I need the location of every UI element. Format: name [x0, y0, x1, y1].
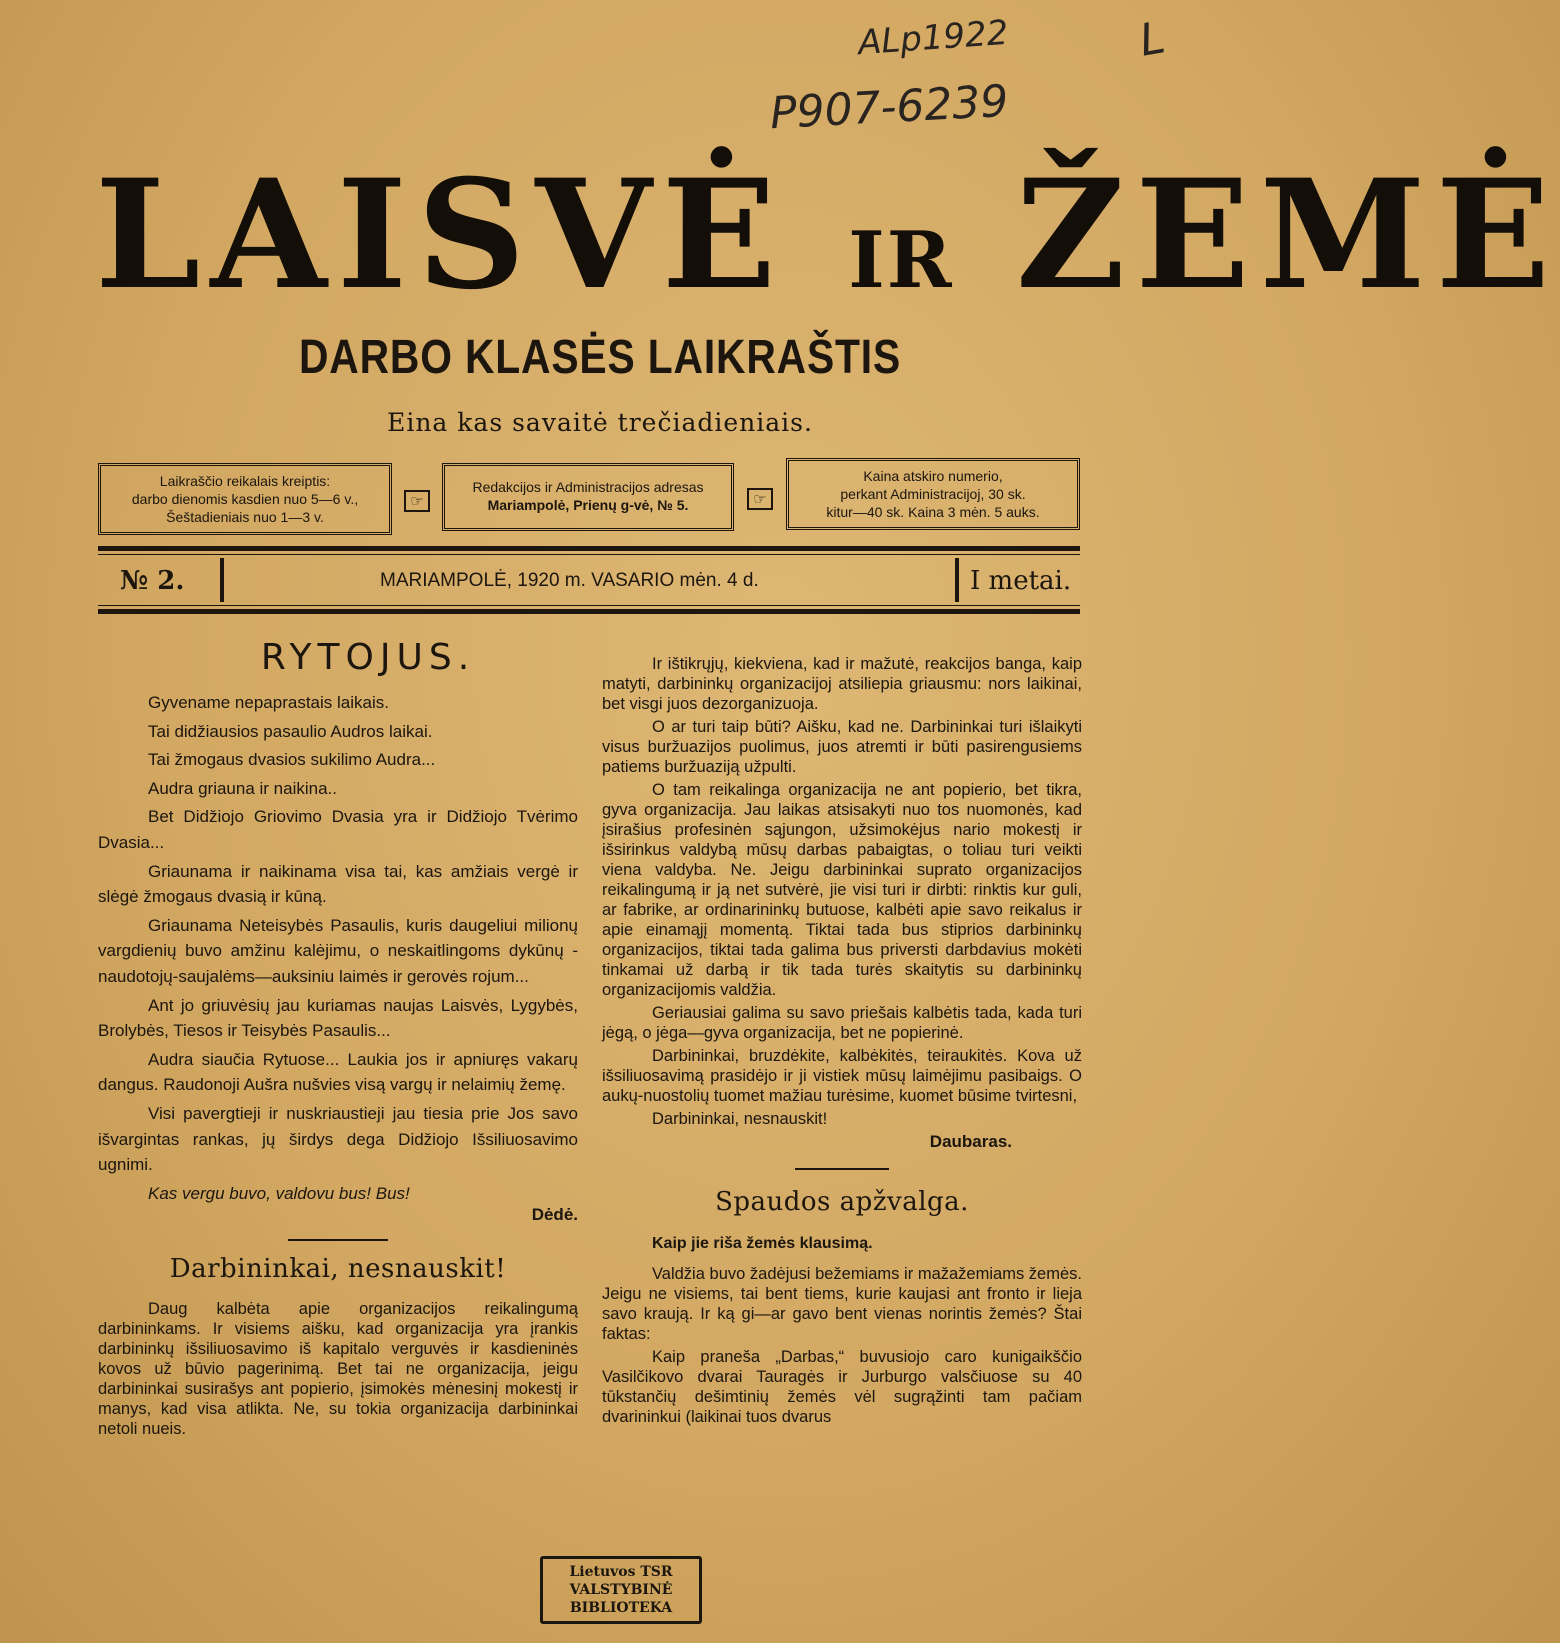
volume-year: I metai. [970, 566, 1072, 596]
paragraph: O tam reikalinga organizacija ne ant popierio, bet tikra, gyva organizacija. Jau laikas atsisakyti nuo tos nuomonės, kad įsirašius profesinėn sąjungon, užsimokėjus nario mokestį ir išsirinkus valdybą mūsų darbas pabaigtas, o toliau turi veikti viena valdyba. Ne. Jeigu darbininkai suprato organizacijos reikalingumą ir ją net sutvėrė, jie visi turi ir dirbti: rinktis kur guli, ar fabrike, ar ordinarininkų butuose, kalbėti apie savo reikalus ir apie einamąjį momentą. Tiktai tada bus stiprios darbininkų organizacijos, tiktai tada galima bus priversti darbdavius mokėti tinkamai už darbą ir tik tada turės skaitytis su darbininkų organizacijomis valdžia. [602, 781, 1082, 999]
paragraph: Tai didžiausios pasaulio Audros laikai. [148, 721, 433, 741]
paragraph: Audra griauna ir naikina.. [148, 778, 338, 798]
address-label: Redakcijos ir Administracijos adresas [472, 479, 704, 495]
price-line: kitur—40 sk. Kaina 3 mėn. 5 auks. [826, 504, 1040, 520]
contact-hours-box [98, 463, 392, 535]
article-spaudos-subtitle: Kaip jie riša žemės klausimą. [652, 1235, 873, 1252]
stamp-line: VALSTYBINĖ [569, 1582, 673, 1598]
article-separator [288, 1239, 388, 1241]
handwritten-code: ALp1922 [856, 12, 1010, 64]
hand-icon: ☞ [404, 490, 430, 512]
paragraph: Bet Didžiojo Griovimo Dvasia yra ir Didžiojo Tvėrimo Dvasia... [98, 807, 578, 852]
paragraph: Darbininkai, nesnauskit! [652, 1110, 828, 1128]
masthead-word-laisve: LAISVĖ [95, 147, 787, 323]
address-box [442, 463, 734, 531]
paragraph: Geriausiai galima su savo priešais kalbėtis tada, kada turi jėgą, o jėga—gyva organizacija, bet ne popierinė. [602, 1004, 1082, 1042]
place-and-date: MARIAMPOLĖ, 1920 m. VASARIO mėn. 4 d. [380, 570, 759, 591]
dateline-top-rule [98, 546, 1080, 551]
dateline-divider [955, 558, 959, 602]
address-value: Mariampolė, Prienų g-vė, № 5. [487, 497, 689, 513]
stamp-line: Lietuvos TSR [569, 1564, 673, 1580]
price-line: Kaina atskiro numerio, [863, 468, 1003, 484]
dateline-bottom-rule-thin [98, 605, 1080, 606]
article-darbininkai-title: Darbininkai, nesnauskit! [169, 1254, 507, 1285]
paragraph: Kaip praneša „Darbas,“ buvusiojo caro kunigaikščio Vasilčikovo dvarai Tauragės ir Jurburgo valsčiuose su 40 tūkstančių dešimtinių žemės vėl sugrąžinti tam pačiam dvarininkui (laikinai tuos dvarus [602, 1348, 1082, 1426]
article-rytojus-signature: Dėdė. [531, 1205, 578, 1225]
handwritten-corner-mark: L [1135, 12, 1169, 67]
article-darbininkai-body [98, 1299, 578, 1439]
masthead-word-zeme: ŽEMĖ [1015, 147, 1560, 323]
dateline-top-rule-thin [98, 554, 1080, 555]
stamp-line: BIBLIOTEKA [569, 1600, 673, 1616]
price-line: perkant Administracijoj, 30 sk. [840, 486, 1026, 502]
paragraph: Griaunama ir naikinama visa tai, kas amžiais vergė ir slėgė žmogaus dvasią ir kūną. [98, 861, 578, 907]
paragraph: Visi pavergtieji ir nuskriaustieji jau tiesia prie Jos savo išvargintas rankas, jų širdys dega Didžiojo Išsiliuosavimo ugnimi. [98, 1103, 578, 1175]
article-rytojus-body [98, 690, 578, 1206]
paragraph: Valdžia buvo žadėjusi bežemiams ir mažažemiams žemės. Jeigu ne visiems, tai bent tiems, kurie kaujasi ant fronto ir lieja savo kraują. Ir ką gi—ar gavo bent vienas norintis žemės? Štai faktas: [602, 1265, 1082, 1343]
paragraph: Tai žmogaus dvasios sukilimo Audra... [148, 750, 436, 770]
paragraph: Daug kalbėta apie organizacijos reikalingumą darbininkams. Ir visiems aišku, kad organizacija yra įrankis darbininkų išsiliuosavimo iš kapitalo verguvės ir kasdieninės kovos už būvio pagerinimą. Bet tai ne organizacija, jeigu darbininkai susirašys ant popierio, įsimokės mėnesinį mokestį ir manys, kad visa atlikta. Ne, su tokia organizacija darbininkai netoli nueis. [98, 1300, 578, 1439]
masthead-subtitle: DARBO KLASĖS LAIKRAŠTIS [298, 331, 902, 384]
library-stamp [540, 1556, 702, 1624]
motto: Kas vergu buvo, valdovu bus! Bus! [148, 1183, 410, 1203]
left-column [98, 637, 578, 1442]
paragraph: O ar turi taip būti? Aišku, kad ne. Darbininkai turi išlaikyti visus buržuazijos puolimus, juos atremti ir būti pasirengusiems patiems buržuaziją užpulti. [602, 718, 1082, 776]
dateline-bottom-rule [98, 609, 1080, 614]
dateline-divider [220, 558, 224, 602]
right-column [602, 654, 1082, 1430]
contact-hours-line: Šeštadieniais nuo 1—3 v. [166, 509, 324, 525]
paragraph: Darbininkai, bruzdėkite, kalbėkitės, teiraukitės. Kova už išsiliuosavimą prasidėjo ir ji vistiek mūsų laimėjimu pasibaigs. O aukų-nuostolių tuomet mažiau turėsime, kuomet būsime tvirtesni, [602, 1047, 1082, 1105]
article-darbininkai-continued [602, 654, 1082, 1129]
paragraph: Audra siaučia Rytuose... Laukia jos ir apniuręs vakarų dangus. Raudonoji Aušra nušvies visą vargų ir nelaimių žemę. [98, 1049, 578, 1095]
article-spaudos-title: Spaudos apžvalga. [715, 1187, 969, 1217]
price-box [786, 458, 1080, 530]
issue-number: № 2. [120, 566, 185, 596]
hand-icon: ☞ [747, 488, 773, 510]
contact-hours-line: darbo dienomis kasdien nuo 5—6 v., [131, 491, 359, 507]
publication-frequency: Eina kas savaitė trečiadieniais. [387, 408, 813, 437]
paragraph: Griaunama Neteisybės Pasaulis, kuris daugeliui milionų vargdienių buvo amžinu kalėjimu, o neskaitlingoms dykūnų - naudotojų-saujalėms—auksiniu laimės ir gerovės rojum... [98, 915, 578, 986]
contact-hours-line: Laikraščio reikalais kreiptis: [159, 473, 331, 489]
paragraph: Gyvename nepaprastais laikais. [148, 693, 389, 712]
article-spaudos-body [602, 1264, 1082, 1427]
handwritten-number: P907-6239 [768, 75, 1010, 140]
masthead-title [95, 147, 1560, 336]
article-darbininkai-signature: Daubaras. [929, 1132, 1012, 1151]
article-separator [795, 1168, 889, 1170]
paragraph: Ir ištikrųjų, kiekviena, kad ir mažutė, reakcijos banga, kaip matyti, darbininkų organizacijoj atsiliepia griausmu: nors laikinai, bet visgi juos dezorganizuoja. [602, 655, 1082, 713]
article-rytojus-title: RYTOJUS. [260, 637, 476, 678]
paragraph: Ant jo griuvėsių jau kuriamas naujas Laisvės, Lygybės, Brolybės, Tiesos ir Teisybės Pasaulis... [98, 995, 578, 1041]
masthead-word-ir: IR [848, 215, 954, 306]
